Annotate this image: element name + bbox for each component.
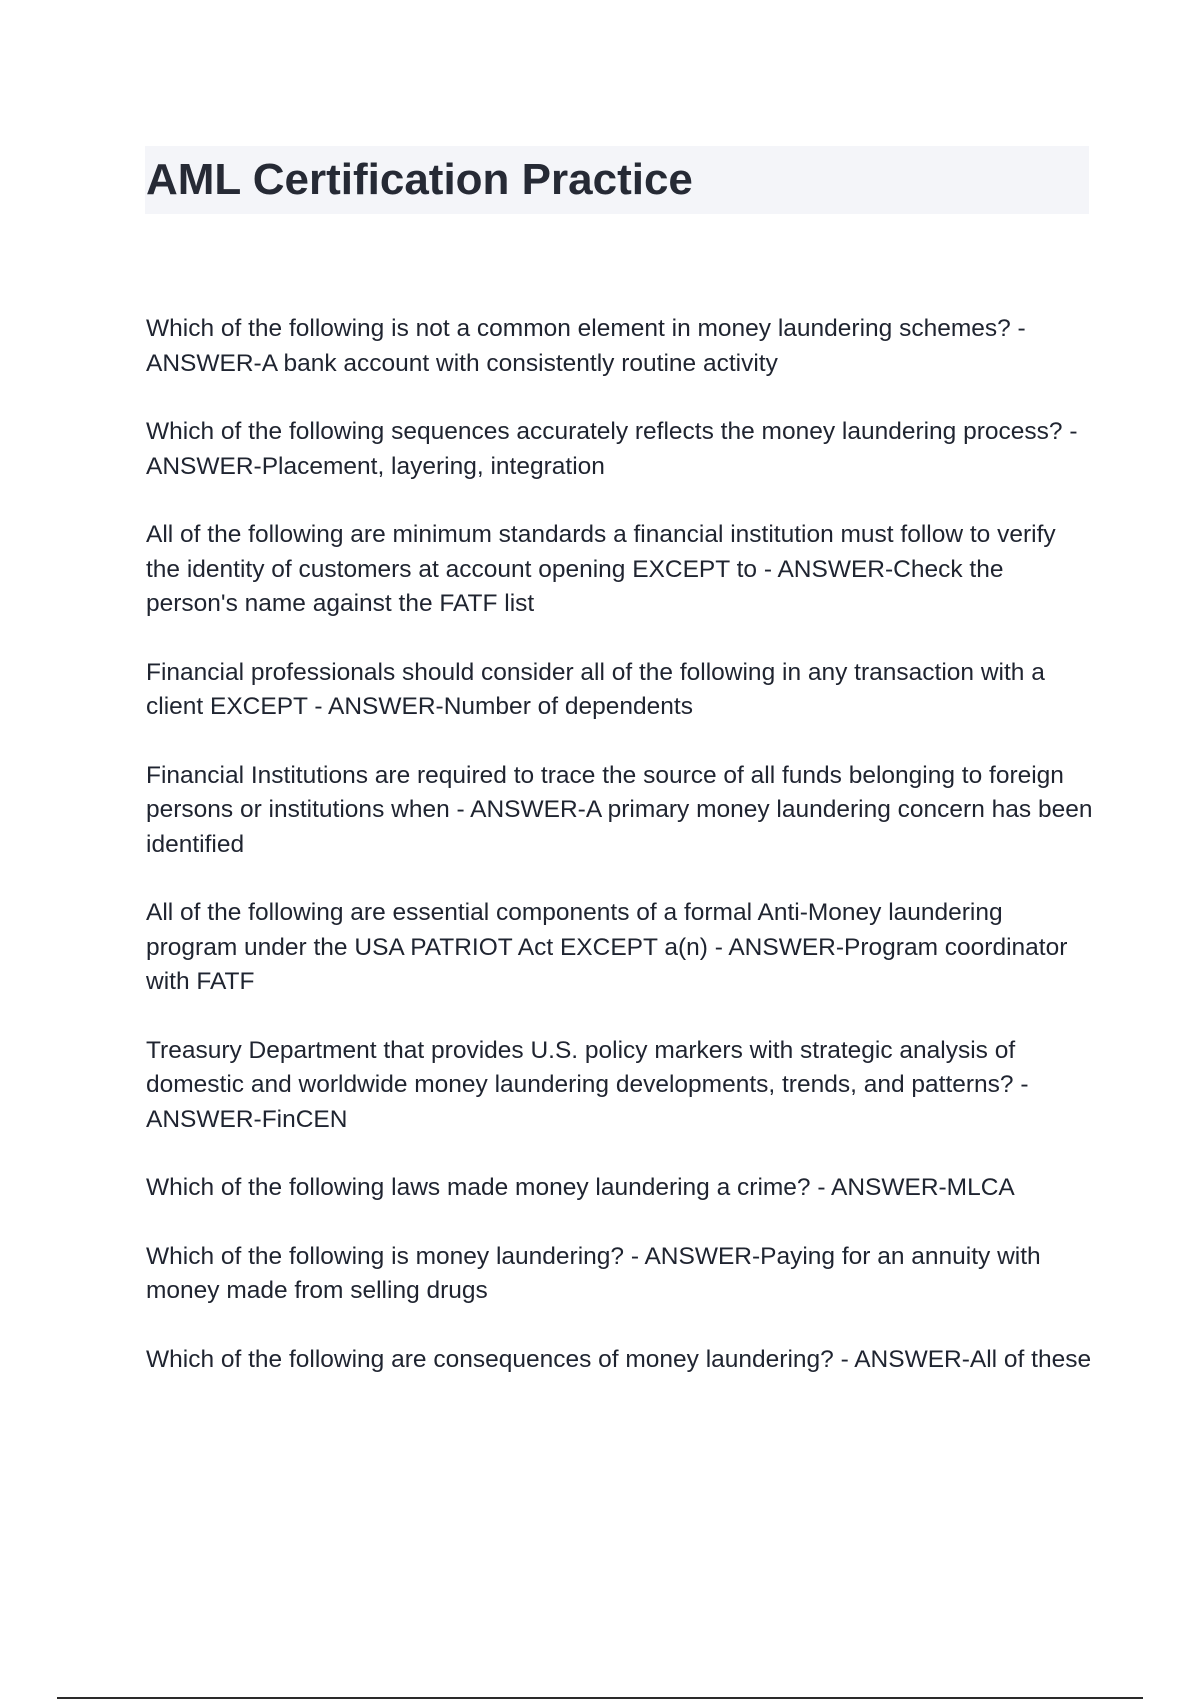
qa-item bbox=[146, 1034, 1096, 1138]
qa-item bbox=[146, 656, 1096, 725]
answer-text: ANSWER-A primary money laundering concern has been identified bbox=[146, 796, 1093, 858]
answer-text: ANSWER-Number of dependents bbox=[328, 693, 693, 720]
answer-text: ANSWER-All of these bbox=[854, 1345, 1092, 1373]
qa-list bbox=[146, 312, 1096, 1411]
question-text: Which of the following are consequences of money laundering? - bbox=[146, 1345, 855, 1373]
question-text: All of the following are minimum standards a financial institution must follow to verify the identity of customers at account opening EXCEPT to - bbox=[146, 521, 1056, 583]
qa-item bbox=[146, 312, 1096, 381]
answer-text: ANSWER-MLCA bbox=[830, 1174, 1015, 1201]
answer-text: ANSWER-A bank account with consistently routine activity bbox=[146, 349, 778, 377]
qa-item bbox=[146, 1343, 1096, 1378]
answer-text: ANSWER-FinCEN bbox=[146, 1105, 348, 1133]
question-text: Financial professionals should consider all of the following in any transaction with a client EXCEPT - bbox=[146, 658, 1045, 720]
qa-item bbox=[146, 415, 1096, 484]
question-text: Treasury Department that provides U.S. policy markers with strategic analysis of domestic and worldwide money laundering developments, trends, and patterns? - bbox=[146, 1036, 1029, 1098]
question-text: Which of the following laws made money laundering a crime? - bbox=[146, 1174, 831, 1201]
qa-item bbox=[146, 759, 1096, 863]
question-text: Which of the following is not a common element in money laundering schemes? - bbox=[146, 315, 1026, 342]
qa-item bbox=[146, 1240, 1096, 1309]
answer-text: ANSWER-Paying for an annuity with money made from selling drugs bbox=[146, 1242, 1041, 1304]
question-text: Financial Institutions are required to trace the source of all funds belonging to foreign persons or institutions when - bbox=[146, 761, 1064, 823]
answer-text: ANSWER-Check the person's name against the FATF list bbox=[146, 555, 1004, 617]
question-text: All of the following are essential components of a formal Anti-Money laundering program under the USA PATRIOT Act EXCEPT a(n) - bbox=[146, 899, 1003, 961]
question-text: Which of the following sequences accurately reflects the money laundering process? - bbox=[146, 418, 1078, 445]
answer-text: ANSWER-Program coordinator with FATF bbox=[146, 933, 1068, 995]
qa-item bbox=[146, 1171, 1096, 1206]
footer-divider bbox=[57, 1697, 1143, 1699]
qa-item bbox=[146, 518, 1096, 622]
answer-text: ANSWER-Placement, layering, integration bbox=[146, 452, 605, 480]
qa-item bbox=[146, 896, 1096, 1000]
question-text: Which of the following is money laundering? - bbox=[146, 1242, 645, 1270]
page-title: AML Certification Practice bbox=[146, 155, 693, 204]
